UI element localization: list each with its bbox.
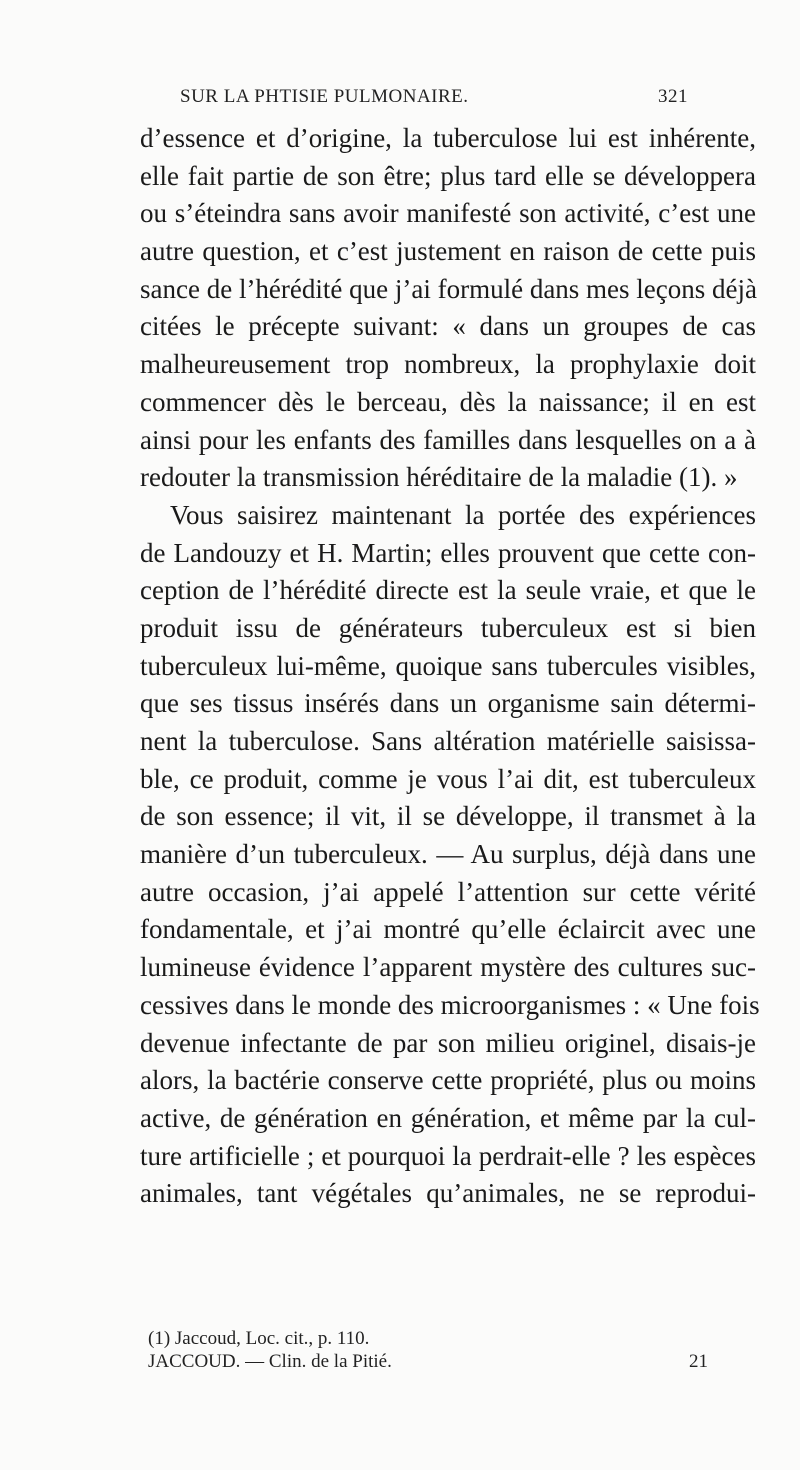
text-line: animales, tant végétales qu’animales, ne se reprodui- bbox=[140, 1178, 756, 1209]
text-line: de son essence; il vit, il se développe, il transmet à la bbox=[140, 801, 756, 832]
text-line: Vous saisirez maintenant la portée des expériences bbox=[170, 499, 756, 530]
signature-number: 21 bbox=[689, 1351, 708, 1372]
text-line: que ses tissus insérés dans un organisme sain détermi- bbox=[140, 688, 756, 719]
text-line: citées le précepte suivant: « dans un groupes de cas bbox=[140, 311, 756, 342]
text-line: lumineuse évidence l’apparent mystère des cultures suc- bbox=[140, 952, 756, 983]
text-line: cessives dans le monde des microorganismes : « Une fois bbox=[140, 989, 760, 1020]
text-line: de Landouzy et H. Martin; elles prouvent que cette con- bbox=[140, 537, 756, 568]
text-line: nent la tuberculose. Sans altération matérielle saisissa- bbox=[140, 726, 756, 756]
page-number: 321 bbox=[658, 86, 688, 107]
text-line: manière d’un tuberculeux. — Au surplus, déjà dans une bbox=[140, 839, 756, 870]
footnotes bbox=[148, 1327, 708, 1373]
text-line: ception de l’hérédité directe est la seule vraie, et que le bbox=[140, 575, 756, 606]
text-line: commencer dès le berceau, dès la naissance; il en est bbox=[140, 386, 756, 417]
text-line: autre occasion, j’ai appelé l’attention sur cette vérité bbox=[140, 876, 756, 907]
body-text bbox=[140, 120, 760, 1213]
text-line: redouter la transmission héréditaire de la maladie (1). » bbox=[140, 462, 738, 493]
text-line: d’essence et d’origine, la tuberculose lui est inhérente, bbox=[140, 123, 756, 153]
text-line: ble, ce produit, comme je vous l’ai dit, est tuberculeux bbox=[140, 763, 756, 794]
text-line: sance de l’hérédité que j’ai formulé dans mes leçons déjà bbox=[140, 273, 757, 304]
text-line: fondamentale, et j’ai montré qu’elle éclaircit avec une bbox=[140, 914, 756, 945]
text-line: ainsi pour les enfants des familles dans lesquelles on a à bbox=[140, 424, 756, 455]
text-line: ture artificielle ; et pourquoi la perdrait-elle ? les espèces bbox=[140, 1140, 756, 1171]
running-title: SUR LA PHTISIE PULMONAIRE. bbox=[180, 86, 469, 107]
footnote: (1) Jaccoud, Loc. cit., p. 110. bbox=[148, 1328, 370, 1349]
text-line: ou s’éteindra sans avoir manifesté son activité, c’est une bbox=[140, 198, 756, 229]
signature-text: JACCOUD. — Clin. de la Pitié. bbox=[148, 1351, 392, 1372]
running-header bbox=[180, 86, 688, 108]
text-line: alors, la bactérie conserve cette propriété, plus ou moins bbox=[140, 1065, 756, 1096]
text-line: produit issu de générateurs tuberculeux est si bien bbox=[140, 612, 756, 643]
text-line: malheureusement trop nombreux, la prophylaxie doit bbox=[140, 349, 756, 380]
text-line: elle fait partie de son être; plus tard elle se développera bbox=[140, 160, 756, 191]
printer-signature bbox=[148, 1350, 708, 1373]
text-line: active, de génération en génération, et même par la cul- bbox=[140, 1102, 756, 1133]
text-line: tuberculeux lui-même, quoique sans tubercules visibles, bbox=[140, 650, 756, 681]
text-line: autre question, et c’est justement en raison de cette puis bbox=[140, 236, 756, 267]
text-line: devenue infectante de par son milieu originel, disais-je bbox=[140, 1027, 756, 1058]
